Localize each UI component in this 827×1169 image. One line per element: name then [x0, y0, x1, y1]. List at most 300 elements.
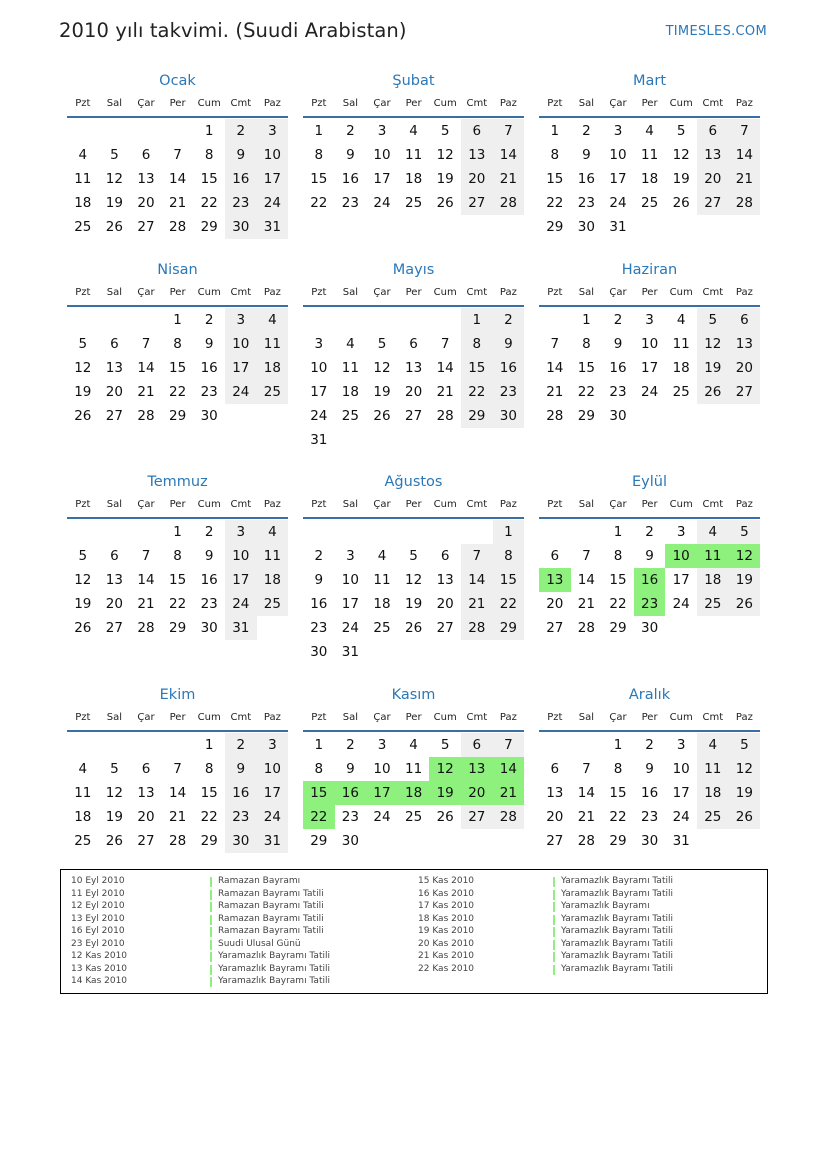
- day-cell[interactable]: 16: [335, 781, 367, 805]
- day-cell[interactable]: 7: [729, 119, 761, 143]
- day-cell[interactable]: 14: [729, 143, 761, 167]
- day-cell[interactable]: 25: [373, 620, 391, 636]
- day-cell[interactable]: 20: [546, 596, 564, 612]
- day-cell[interactable]: 22: [169, 384, 187, 400]
- day-cell[interactable]: 1: [613, 737, 623, 753]
- day-cell[interactable]: 14: [577, 785, 595, 801]
- day-cell[interactable]: 28: [493, 191, 525, 215]
- day-cell[interactable]: 20: [461, 167, 493, 191]
- day-cell[interactable]: 10: [665, 544, 697, 568]
- day-cell[interactable]: 25: [405, 195, 423, 211]
- day-cell[interactable]: 4: [78, 761, 88, 777]
- day-cell[interactable]: 22: [609, 596, 627, 612]
- day-cell[interactable]: 6: [440, 548, 450, 564]
- day-cell[interactable]: 23: [641, 809, 659, 825]
- day-cell[interactable]: 17: [257, 781, 289, 805]
- day-cell[interactable]: 24: [609, 195, 627, 211]
- day-cell[interactable]: 20: [729, 356, 761, 380]
- day-cell[interactable]: 15: [461, 356, 493, 380]
- day-cell[interactable]: 25: [257, 380, 289, 404]
- day-cell[interactable]: 7: [461, 544, 493, 568]
- day-cell[interactable]: 18: [398, 781, 430, 805]
- day-cell[interactable]: 19: [74, 384, 92, 400]
- day-cell[interactable]: 26: [436, 809, 454, 825]
- day-cell[interactable]: 1: [493, 520, 525, 544]
- day-cell[interactable]: 26: [373, 408, 391, 424]
- day-cell[interactable]: 12: [697, 332, 729, 356]
- day-cell[interactable]: 6: [550, 761, 560, 777]
- day-cell[interactable]: 17: [672, 785, 690, 801]
- day-cell[interactable]: 28: [436, 408, 454, 424]
- day-cell[interactable]: 6: [409, 336, 418, 352]
- day-cell[interactable]: 13: [539, 568, 571, 592]
- day-cell[interactable]: 28: [493, 805, 525, 829]
- day-cell[interactable]: 20: [436, 596, 454, 612]
- day-cell[interactable]: 9: [645, 761, 654, 777]
- day-cell[interactable]: 7: [493, 733, 525, 757]
- day-cell[interactable]: 26: [697, 380, 729, 404]
- day-cell[interactable]: 18: [74, 809, 92, 825]
- day-cell[interactable]: 6: [461, 119, 493, 143]
- day-cell[interactable]: 8: [613, 761, 623, 777]
- day-cell[interactable]: 16: [634, 568, 666, 592]
- day-cell[interactable]: 2: [204, 312, 214, 328]
- day-cell[interactable]: 13: [729, 332, 761, 356]
- day-cell[interactable]: 4: [377, 548, 387, 564]
- day-cell[interactable]: 1: [204, 123, 214, 139]
- day-cell[interactable]: 20: [105, 596, 123, 612]
- day-cell[interactable]: 29: [493, 616, 525, 640]
- day-cell[interactable]: 25: [672, 384, 690, 400]
- day-cell[interactable]: 1: [173, 524, 182, 540]
- day-cell[interactable]: 15: [609, 572, 627, 588]
- day-cell[interactable]: 18: [373, 596, 391, 612]
- day-cell[interactable]: 12: [672, 147, 690, 163]
- day-cell[interactable]: 30: [200, 408, 218, 424]
- day-cell[interactable]: 3: [314, 336, 324, 352]
- day-cell[interactable]: 27: [461, 805, 493, 829]
- day-cell[interactable]: 28: [137, 408, 155, 424]
- day-cell[interactable]: 17: [225, 356, 257, 380]
- day-cell[interactable]: 16: [225, 781, 257, 805]
- day-cell[interactable]: 26: [105, 219, 123, 235]
- day-cell[interactable]: 8: [613, 548, 623, 564]
- day-cell[interactable]: 31: [257, 829, 289, 853]
- day-cell[interactable]: 22: [609, 809, 627, 825]
- day-cell[interactable]: 9: [613, 336, 623, 352]
- day-cell[interactable]: 29: [577, 408, 595, 424]
- day-cell[interactable]: 5: [110, 761, 119, 777]
- day-cell[interactable]: 2: [645, 737, 654, 753]
- day-cell[interactable]: 3: [377, 737, 387, 753]
- day-cell[interactable]: 16: [200, 572, 218, 588]
- day-cell[interactable]: 11: [697, 544, 729, 568]
- day-cell[interactable]: 4: [409, 123, 418, 139]
- day-cell[interactable]: 1: [204, 737, 214, 753]
- day-cell[interactable]: 1: [613, 524, 623, 540]
- day-cell[interactable]: 10: [672, 761, 690, 777]
- day-cell[interactable]: 31: [672, 833, 690, 849]
- day-cell[interactable]: 3: [225, 308, 257, 332]
- day-cell[interactable]: 8: [173, 548, 182, 564]
- day-cell[interactable]: 21: [546, 384, 564, 400]
- day-cell[interactable]: 8: [550, 147, 560, 163]
- day-cell[interactable]: 28: [577, 833, 595, 849]
- day-cell[interactable]: 20: [697, 167, 729, 191]
- day-cell[interactable]: 18: [641, 171, 659, 187]
- day-cell[interactable]: 10: [310, 360, 328, 376]
- day-cell[interactable]: 22: [461, 380, 493, 404]
- day-cell[interactable]: 31: [225, 616, 257, 640]
- day-cell[interactable]: 15: [200, 171, 218, 187]
- day-cell[interactable]: 8: [314, 147, 324, 163]
- day-cell[interactable]: 17: [366, 781, 398, 805]
- day-cell[interactable]: 17: [609, 171, 627, 187]
- day-cell[interactable]: 14: [169, 785, 187, 801]
- day-cell[interactable]: 10: [225, 544, 257, 568]
- day-cell[interactable]: 2: [645, 524, 654, 540]
- day-cell[interactable]: 22: [493, 592, 525, 616]
- day-cell[interactable]: 23: [341, 195, 359, 211]
- day-cell[interactable]: 12: [105, 785, 123, 801]
- day-cell[interactable]: 16: [493, 356, 525, 380]
- day-cell[interactable]: 10: [609, 147, 627, 163]
- day-cell[interactable]: 25: [257, 592, 289, 616]
- day-cell[interactable]: 25: [697, 805, 729, 829]
- day-cell[interactable]: 6: [729, 308, 761, 332]
- day-cell[interactable]: 23: [634, 592, 666, 616]
- day-cell[interactable]: 21: [436, 384, 454, 400]
- day-cell[interactable]: 3: [645, 312, 654, 328]
- day-cell[interactable]: 15: [546, 171, 564, 187]
- day-cell[interactable]: 2: [225, 119, 257, 143]
- day-cell[interactable]: 24: [373, 195, 391, 211]
- day-cell[interactable]: 11: [257, 544, 289, 568]
- day-cell[interactable]: 25: [74, 219, 92, 235]
- day-cell[interactable]: 9: [225, 757, 257, 781]
- day-cell[interactable]: 9: [645, 548, 654, 564]
- day-cell[interactable]: 8: [204, 147, 214, 163]
- day-cell[interactable]: 30: [341, 833, 359, 849]
- day-cell[interactable]: 20: [137, 809, 155, 825]
- day-cell[interactable]: 16: [310, 596, 328, 612]
- day-cell[interactable]: 7: [173, 147, 182, 163]
- day-cell[interactable]: 7: [550, 336, 560, 352]
- day-cell[interactable]: 27: [729, 380, 761, 404]
- day-cell[interactable]: 25: [341, 408, 359, 424]
- day-cell[interactable]: 7: [141, 548, 151, 564]
- day-cell[interactable]: 2: [346, 123, 355, 139]
- day-cell[interactable]: 13: [137, 785, 155, 801]
- day-cell[interactable]: 26: [672, 195, 690, 211]
- day-cell[interactable]: 2: [314, 548, 324, 564]
- day-cell[interactable]: 26: [405, 620, 423, 636]
- day-cell[interactable]: 18: [74, 195, 92, 211]
- day-cell[interactable]: 13: [436, 572, 454, 588]
- day-cell[interactable]: 22: [546, 195, 564, 211]
- day-cell[interactable]: 29: [169, 620, 187, 636]
- day-cell[interactable]: 7: [440, 336, 450, 352]
- day-cell[interactable]: 27: [546, 833, 564, 849]
- day-cell[interactable]: 29: [310, 833, 328, 849]
- day-cell[interactable]: 14: [137, 360, 155, 376]
- day-cell[interactable]: 30: [493, 404, 525, 428]
- day-cell[interactable]: 12: [373, 360, 391, 376]
- day-cell[interactable]: 4: [697, 520, 729, 544]
- day-cell[interactable]: 23: [225, 805, 257, 829]
- day-cell[interactable]: 14: [577, 572, 595, 588]
- day-cell[interactable]: 12: [729, 544, 761, 568]
- day-cell[interactable]: 13: [105, 572, 123, 588]
- day-cell[interactable]: 25: [405, 809, 423, 825]
- day-cell[interactable]: 19: [105, 195, 123, 211]
- day-cell[interactable]: 1: [461, 308, 493, 332]
- day-cell[interactable]: 19: [74, 596, 92, 612]
- day-cell[interactable]: 20: [405, 384, 423, 400]
- day-cell[interactable]: 5: [676, 123, 686, 139]
- day-cell[interactable]: 27: [546, 620, 564, 636]
- day-cell[interactable]: 5: [729, 520, 761, 544]
- day-cell[interactable]: 10: [257, 143, 289, 167]
- day-cell[interactable]: 26: [436, 195, 454, 211]
- day-cell[interactable]: 29: [200, 833, 218, 849]
- day-cell[interactable]: 30: [577, 219, 595, 235]
- day-cell[interactable]: 24: [257, 191, 289, 215]
- day-cell[interactable]: 5: [697, 308, 729, 332]
- day-cell[interactable]: 27: [137, 833, 155, 849]
- day-cell[interactable]: 22: [310, 195, 328, 211]
- day-cell[interactable]: 20: [105, 384, 123, 400]
- day-cell[interactable]: 11: [341, 360, 359, 376]
- day-cell[interactable]: 11: [74, 785, 92, 801]
- day-cell[interactable]: 8: [314, 761, 324, 777]
- day-cell[interactable]: 11: [405, 147, 423, 163]
- day-cell[interactable]: 15: [577, 360, 595, 376]
- day-cell[interactable]: 13: [105, 360, 123, 376]
- day-cell[interactable]: 2: [582, 123, 591, 139]
- day-cell[interactable]: 10: [641, 336, 659, 352]
- day-cell[interactable]: 4: [676, 312, 686, 328]
- day-cell[interactable]: 19: [729, 568, 761, 592]
- day-cell[interactable]: 24: [341, 620, 359, 636]
- day-cell[interactable]: 15: [303, 781, 335, 805]
- day-cell[interactable]: 16: [200, 360, 218, 376]
- day-cell[interactable]: 14: [493, 143, 525, 167]
- day-cell[interactable]: 4: [346, 336, 355, 352]
- day-cell[interactable]: 2: [346, 737, 355, 753]
- day-cell[interactable]: 13: [137, 171, 155, 187]
- day-cell[interactable]: 11: [641, 147, 659, 163]
- day-cell[interactable]: 10: [373, 761, 391, 777]
- day-cell[interactable]: 16: [641, 785, 659, 801]
- day-cell[interactable]: 6: [461, 733, 493, 757]
- day-cell[interactable]: 19: [672, 171, 690, 187]
- day-cell[interactable]: 12: [74, 360, 92, 376]
- day-cell[interactable]: 9: [582, 147, 591, 163]
- day-cell[interactable]: 21: [137, 384, 155, 400]
- day-cell[interactable]: 18: [672, 360, 690, 376]
- day-cell[interactable]: 10: [257, 757, 289, 781]
- day-cell[interactable]: 4: [645, 123, 654, 139]
- day-cell[interactable]: 24: [310, 408, 328, 424]
- day-cell[interactable]: 14: [461, 568, 493, 592]
- day-cell[interactable]: 3: [225, 520, 257, 544]
- day-cell[interactable]: 25: [641, 195, 659, 211]
- day-cell[interactable]: 31: [310, 432, 328, 448]
- day-cell[interactable]: 5: [440, 737, 450, 753]
- day-cell[interactable]: 19: [105, 809, 123, 825]
- day-cell[interactable]: 8: [493, 544, 525, 568]
- day-cell[interactable]: 12: [105, 171, 123, 187]
- day-cell[interactable]: 14: [436, 360, 454, 376]
- day-cell[interactable]: 13: [697, 143, 729, 167]
- day-cell[interactable]: 2: [204, 524, 214, 540]
- day-cell[interactable]: 24: [641, 384, 659, 400]
- day-cell[interactable]: 15: [493, 568, 525, 592]
- day-cell[interactable]: 19: [373, 384, 391, 400]
- day-cell[interactable]: 14: [546, 360, 564, 376]
- day-cell[interactable]: 1: [582, 312, 591, 328]
- day-cell[interactable]: 17: [310, 384, 328, 400]
- day-cell[interactable]: 5: [78, 336, 88, 352]
- day-cell[interactable]: 9: [204, 336, 214, 352]
- day-cell[interactable]: 18: [697, 781, 729, 805]
- day-cell[interactable]: 9: [346, 147, 355, 163]
- day-cell[interactable]: 23: [493, 380, 525, 404]
- day-cell[interactable]: 19: [697, 356, 729, 380]
- day-cell[interactable]: 27: [137, 219, 155, 235]
- day-cell[interactable]: 28: [546, 408, 564, 424]
- day-cell[interactable]: 17: [257, 167, 289, 191]
- day-cell[interactable]: 31: [257, 215, 289, 239]
- day-cell[interactable]: 29: [461, 404, 493, 428]
- day-cell[interactable]: 23: [341, 809, 359, 825]
- day-cell[interactable]: 12: [74, 572, 92, 588]
- day-cell[interactable]: 12: [405, 572, 423, 588]
- day-cell[interactable]: 22: [169, 596, 187, 612]
- day-cell[interactable]: 27: [436, 620, 454, 636]
- day-cell[interactable]: 13: [461, 143, 493, 167]
- day-cell[interactable]: 9: [225, 143, 257, 167]
- day-cell[interactable]: 18: [257, 568, 289, 592]
- day-cell[interactable]: 12: [429, 757, 461, 781]
- day-cell[interactable]: 21: [577, 809, 595, 825]
- day-cell[interactable]: 26: [105, 833, 123, 849]
- day-cell[interactable]: 12: [729, 757, 761, 781]
- day-cell[interactable]: 11: [373, 572, 391, 588]
- day-cell[interactable]: 28: [169, 833, 187, 849]
- day-cell[interactable]: 15: [169, 572, 187, 588]
- day-cell[interactable]: 21: [729, 167, 761, 191]
- day-cell[interactable]: 8: [204, 761, 214, 777]
- day-cell[interactable]: 25: [697, 592, 729, 616]
- day-cell[interactable]: 7: [173, 761, 182, 777]
- day-cell[interactable]: 6: [110, 548, 119, 564]
- brand-link[interactable]: TIMESLES.COM: [665, 24, 767, 39]
- day-cell[interactable]: 21: [493, 781, 525, 805]
- day-cell[interactable]: 7: [141, 336, 151, 352]
- day-cell[interactable]: 21: [577, 596, 595, 612]
- day-cell[interactable]: 17: [225, 568, 257, 592]
- day-cell[interactable]: 28: [169, 219, 187, 235]
- day-cell[interactable]: 5: [377, 336, 387, 352]
- day-cell[interactable]: 4: [78, 147, 88, 163]
- day-cell[interactable]: 1: [550, 123, 560, 139]
- day-cell[interactable]: 26: [74, 408, 92, 424]
- day-cell[interactable]: 6: [110, 336, 119, 352]
- day-cell[interactable]: 17: [341, 596, 359, 612]
- day-cell[interactable]: 28: [729, 191, 761, 215]
- day-cell[interactable]: 4: [257, 308, 289, 332]
- day-cell[interactable]: 21: [461, 592, 493, 616]
- day-cell[interactable]: 18: [405, 171, 423, 187]
- day-cell[interactable]: 14: [493, 757, 525, 781]
- day-cell[interactable]: 29: [169, 408, 187, 424]
- day-cell[interactable]: 27: [405, 408, 423, 424]
- day-cell[interactable]: 9: [204, 548, 214, 564]
- day-cell[interactable]: 6: [550, 548, 560, 564]
- day-cell[interactable]: 30: [641, 833, 659, 849]
- day-cell[interactable]: 4: [409, 737, 418, 753]
- day-cell[interactable]: 3: [377, 123, 387, 139]
- day-cell[interactable]: 11: [74, 171, 92, 187]
- day-cell[interactable]: 22: [303, 805, 335, 829]
- day-cell[interactable]: 24: [225, 380, 257, 404]
- day-cell[interactable]: 13: [546, 785, 564, 801]
- day-cell[interactable]: 27: [105, 620, 123, 636]
- day-cell[interactable]: 29: [609, 620, 627, 636]
- day-cell[interactable]: 26: [74, 620, 92, 636]
- day-cell[interactable]: 10: [225, 332, 257, 356]
- day-cell[interactable]: 8: [582, 336, 591, 352]
- day-cell[interactable]: 24: [373, 809, 391, 825]
- day-cell[interactable]: 5: [440, 123, 450, 139]
- day-cell[interactable]: 25: [74, 833, 92, 849]
- day-cell[interactable]: 11: [257, 332, 289, 356]
- day-cell[interactable]: 26: [729, 805, 761, 829]
- day-cell[interactable]: 5: [78, 548, 88, 564]
- day-cell[interactable]: 20: [137, 195, 155, 211]
- day-cell[interactable]: 5: [110, 147, 119, 163]
- day-cell[interactable]: 30: [200, 620, 218, 636]
- day-cell[interactable]: 8: [461, 332, 493, 356]
- day-cell[interactable]: 13: [461, 757, 493, 781]
- day-cell[interactable]: 17: [641, 360, 659, 376]
- day-cell[interactable]: 2: [493, 308, 525, 332]
- day-cell[interactable]: 1: [314, 737, 324, 753]
- day-cell[interactable]: 11: [672, 336, 690, 352]
- day-cell[interactable]: 24: [672, 596, 690, 612]
- day-cell[interactable]: 27: [105, 408, 123, 424]
- day-cell[interactable]: 22: [200, 195, 218, 211]
- day-cell[interactable]: 23: [225, 191, 257, 215]
- day-cell[interactable]: 3: [676, 737, 686, 753]
- day-cell[interactable]: 29: [609, 833, 627, 849]
- day-cell[interactable]: 31: [341, 644, 359, 660]
- day-cell[interactable]: 17: [672, 572, 690, 588]
- day-cell[interactable]: 23: [577, 195, 595, 211]
- day-cell[interactable]: 15: [169, 360, 187, 376]
- day-cell[interactable]: 9: [314, 572, 324, 588]
- day-cell[interactable]: 20: [461, 781, 493, 805]
- day-cell[interactable]: 15: [200, 785, 218, 801]
- day-cell[interactable]: 20: [546, 809, 564, 825]
- day-cell[interactable]: 14: [137, 572, 155, 588]
- day-cell[interactable]: 16: [609, 360, 627, 376]
- day-cell[interactable]: 2: [613, 312, 623, 328]
- day-cell[interactable]: 23: [200, 384, 218, 400]
- day-cell[interactable]: 24: [225, 592, 257, 616]
